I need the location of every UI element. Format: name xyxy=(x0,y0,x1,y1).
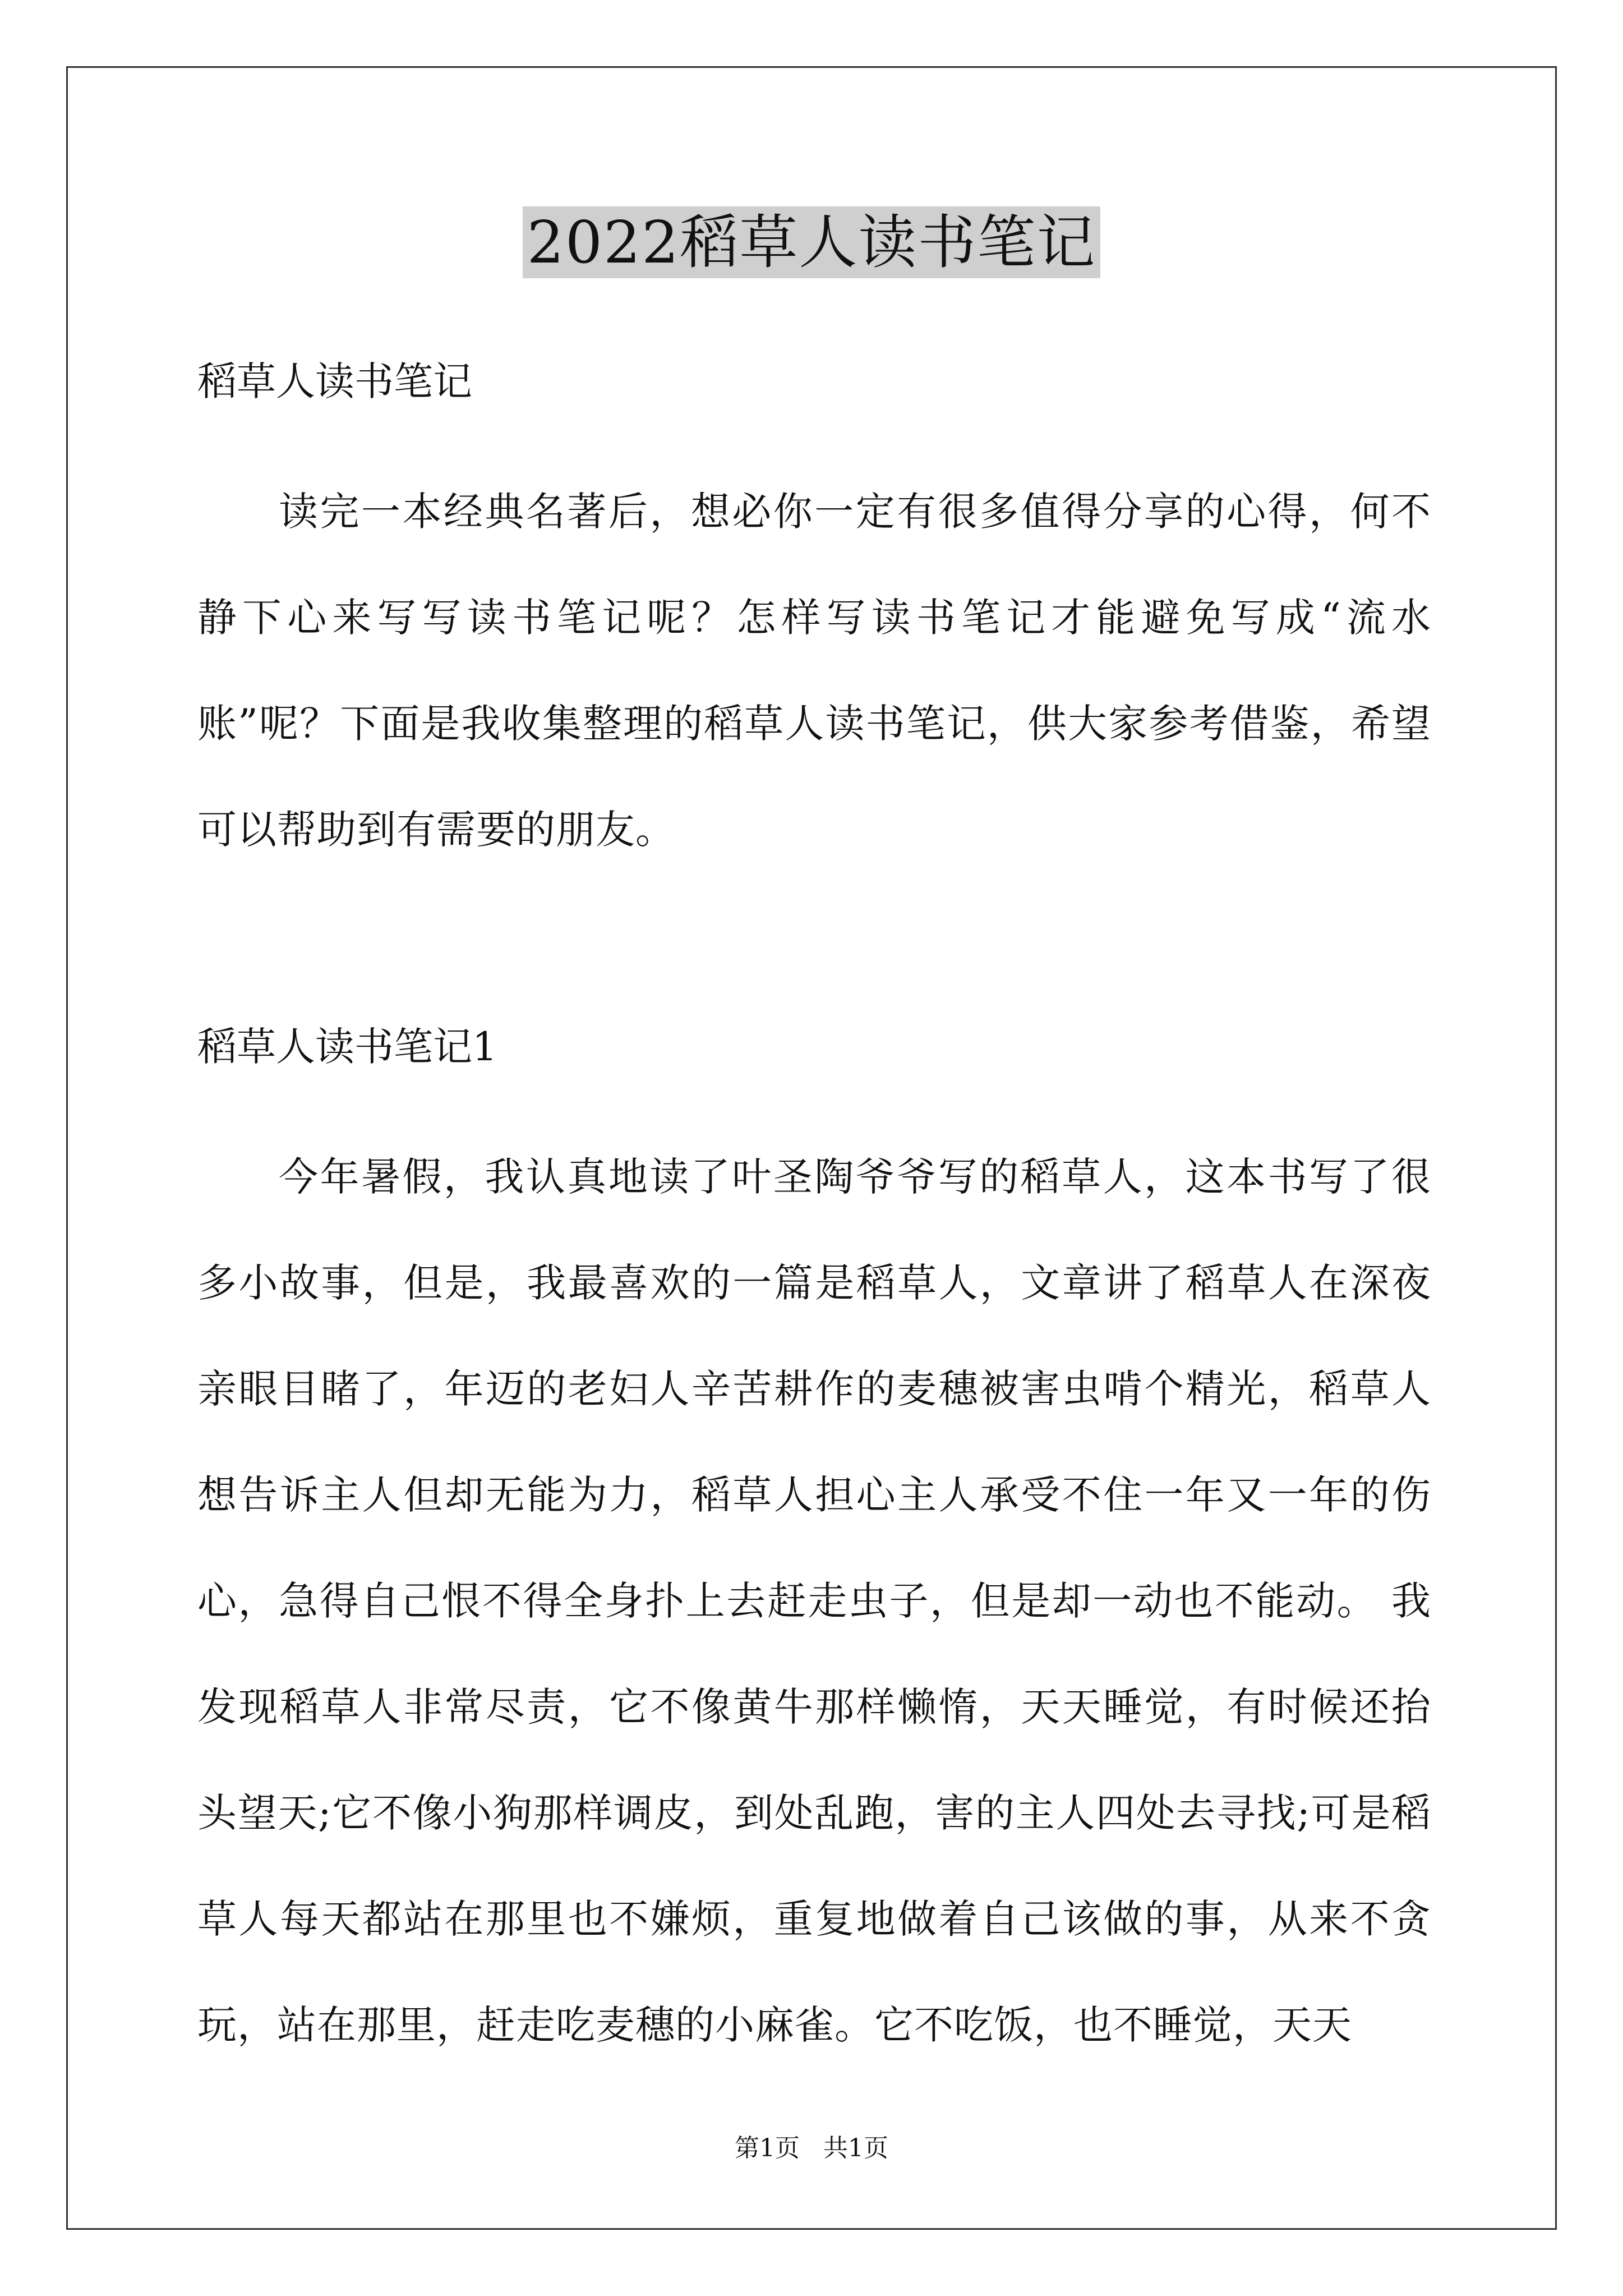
spacer xyxy=(197,1080,1431,1124)
document-title: 2022稻草人读书笔记 xyxy=(523,206,1101,278)
page-footer: 第1页 共1页 xyxy=(735,2134,888,2162)
section1-heading: 稻草人读书笔记1 xyxy=(197,1024,497,1070)
title-container xyxy=(0,206,1623,278)
spacer xyxy=(197,415,1431,459)
section1-paragraph: 今年暑假，我认真地读了叶圣陶爷爷写的稻草人，这本书写了很多小故事，但是，我最喜欢的一篇是稻草人，文章讲了稻草人在深夜亲眼目睹了，年迈的老妇人辛苦耕作的麦穗被害虫啃个精光，稻草人想告诉主人但却无能为力，稻草人担心主人承受不住一年又一年的伤心，急得自己恨不得全身扑上去赶走虫子，但是却一动也不能动。 我发现稻草人非常尽责，它不像黄牛那样懒惰，天天睡觉，有时候还抬头望天;它不像小狗那样调皮，到处乱跑，害的主人四处去寻找;可是稻草人每天都站在那里也不嫌烦，重复地做着自己该做的事，从来不贪玩，站在那里，赶走吃麦穗的小麻雀。它不吃饭，也不睡觉，天天 xyxy=(197,1154,1431,2048)
intro-paragraph: 读完一本经典名著后，想必你一定有很多值得分享的心得，何不静下心来写写读书笔记呢？怎样写读书笔记才能避免写成“流水账”呢？下面是我收集整理的稻草人读书笔记，供大家参考借鉴，希望可以帮助到有需要的朋友。 xyxy=(197,489,1431,853)
intro-heading: 稻草人读书笔记 xyxy=(197,358,472,404)
spacer xyxy=(197,883,1431,1013)
document-body xyxy=(197,348,1431,2078)
